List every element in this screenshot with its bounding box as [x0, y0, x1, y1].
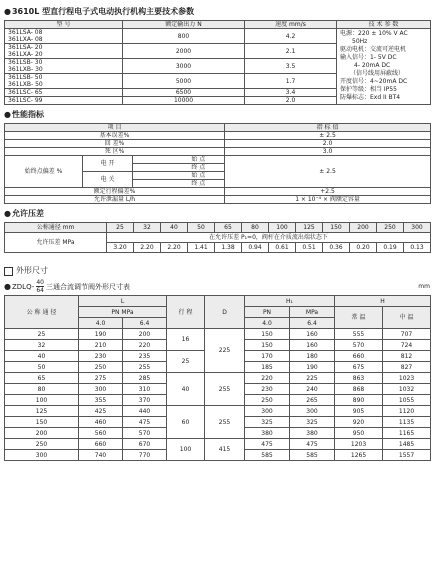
col-header-dn: 公 称 通 径 [5, 296, 79, 329]
unit-label: mm [418, 282, 430, 290]
dp-cell: 0.51 [296, 243, 323, 253]
table-row [5, 140, 431, 148]
dn-cell: 100 [269, 223, 296, 233]
force-cell: 6500 [123, 89, 245, 97]
h1-40-cell: 475 [245, 439, 290, 450]
tech-params-cell: 电源：220 ± 10% V AC 50Hz 驱动电机：交流可逆电机 输入信号：1- 5V DC 4- 20mA DC （信号线用屏蔽线） 开度信号：4~20mA DC 保护等级：相当 IP55 防爆标志：Exd II BT4 [337, 29, 431, 105]
l64-cell: 475 [123, 417, 167, 428]
stroke-cell: 60 [167, 406, 205, 439]
dn-cell: 40 [5, 351, 79, 362]
h-normal-cell: 920 [335, 417, 383, 428]
stroke-cell: 40 [167, 373, 205, 406]
dp-cell: 1.38 [215, 243, 242, 253]
model-cell: 361LSC- 65 [5, 89, 123, 97]
h1-40-cell: 250 [245, 395, 290, 406]
col-header-stroke: 行 程 [167, 296, 205, 329]
dimension-table-caption [4, 279, 430, 294]
dp-cell: 1.41 [188, 243, 215, 253]
dp-cell: 2.20 [134, 243, 161, 253]
stroke-cell: 100 [167, 439, 205, 461]
item-label: 额定行程偏差% [5, 188, 225, 196]
h1-64-cell: 180 [290, 351, 335, 362]
item-value: 1 × 10⁻⁴ × 阀额定容量 [225, 196, 431, 204]
col-header-D: D [205, 296, 245, 329]
h-normal-cell: 950 [335, 428, 383, 439]
model-fraction: $\frac{40}{64}$ [36, 279, 44, 294]
speed-cell: 4.2 [245, 29, 337, 44]
h1-40-cell: 170 [245, 351, 290, 362]
caption-text: 三通合流调节阀外形尺寸表 [45, 282, 130, 291]
dn-cell: 150 [323, 223, 350, 233]
table-row [5, 296, 431, 307]
h1-40-cell: 325 [245, 417, 290, 428]
dp-cell: 0.19 [377, 243, 404, 253]
h1-40-cell: 230 [245, 384, 290, 395]
h1-64-cell: 225 [290, 373, 335, 384]
stroke-cell: 16 [167, 329, 205, 351]
speed-cell: 3.4 [245, 89, 337, 97]
h1-64-cell: 380 [290, 428, 335, 439]
l64-cell: 220 [123, 340, 167, 351]
force-cell: 3000 [123, 59, 245, 74]
h-normal-cell: 570 [335, 340, 383, 351]
section-title-specs [4, 6, 430, 18]
col-header-normal: 常 温 [335, 307, 383, 329]
l40-cell: 230 [79, 351, 123, 362]
h-mid-cell: 812 [383, 351, 431, 362]
h-normal-cell: 1265 [335, 450, 383, 461]
item-label: 允许泄漏量 L/h [5, 196, 225, 204]
row-label: 公称通径 mm [5, 223, 107, 233]
table-row [5, 148, 431, 156]
l64-cell: 255 [123, 362, 167, 373]
group-label: 电 关 [83, 172, 133, 188]
col-header-pn64: 6.4 [123, 318, 167, 329]
model-prefix: ZDLQ- [11, 282, 35, 291]
l64-cell: 770 [123, 450, 167, 461]
col-header-H: H [335, 296, 431, 307]
force-cell: 2000 [123, 44, 245, 59]
l40-cell: 210 [79, 340, 123, 351]
col-header-value: 指 标 值 [225, 124, 431, 132]
note-cell: 在允许压差 P₁=0，阀杆在介质流出端状态下 [107, 233, 431, 243]
l40-cell: 740 [79, 450, 123, 461]
dn-cell: 250 [5, 439, 79, 450]
item-value: +2.5 [225, 188, 431, 196]
model-cell: 361LSA- 08 361LXA- 08 [5, 29, 123, 44]
checkbox-square-icon [4, 267, 13, 276]
sub-label: 终 点 [173, 180, 225, 188]
h1-40-cell: 380 [245, 428, 290, 439]
dp-cell: 3.20 [107, 243, 134, 253]
spec-table [4, 20, 431, 105]
col-header-speed: 速度 mm/s [245, 21, 337, 29]
h1-40-cell: 300 [245, 406, 290, 417]
h1-64-cell: 265 [290, 395, 335, 406]
section-title-pressure [4, 208, 430, 220]
col-header-H1: H₁ [245, 296, 335, 307]
h1-64-cell: 475 [290, 439, 335, 450]
document-page [4, 4, 430, 461]
stroke-cell: 25 [167, 351, 205, 373]
h-normal-cell: 555 [335, 329, 383, 340]
sub-label: 始 点 [173, 156, 225, 164]
table-row [5, 132, 431, 140]
h-mid-cell: 1023 [383, 373, 431, 384]
model-cell: 361LSC- 99 [5, 97, 123, 105]
dn-cell: 25 [107, 223, 134, 233]
d-cell: 255 [205, 406, 245, 439]
col-header-pn64: 6.4 [290, 318, 335, 329]
h-mid-cell: 1055 [383, 395, 431, 406]
performance-table [4, 123, 431, 204]
col-header-L: L [79, 296, 167, 307]
force-cell: 10000 [123, 97, 245, 105]
model-cell: 361LSA- 20 361LXA- 20 [5, 44, 123, 59]
h1-64-cell: 160 [290, 340, 335, 351]
h1-40-cell: 185 [245, 362, 290, 373]
d-cell: 255 [205, 373, 245, 406]
dn-cell: 25 [5, 329, 79, 340]
h1-64-cell: 325 [290, 417, 335, 428]
table-row [5, 233, 431, 243]
item-label: 基本误差% [5, 132, 225, 140]
sub-label: 始 点 [173, 172, 225, 180]
l64-cell: 285 [123, 373, 167, 384]
h1-40-cell: 150 [245, 340, 290, 351]
dn-cell: 250 [377, 223, 404, 233]
pressure-table [4, 222, 431, 253]
col-header-specs: 技 术 参 数 [337, 21, 431, 29]
col-header-pn-right: MPa [290, 307, 335, 318]
col-header-force: 额定输出力 N [123, 21, 245, 29]
h-mid-cell: 827 [383, 362, 431, 373]
l64-cell: 310 [123, 384, 167, 395]
section-title-text: 3610L 型直行程电子式电动执行机构主要技术参数 [11, 7, 195, 16]
dp-cell: 0.20 [350, 243, 377, 253]
speed-cell: 2.0 [245, 97, 337, 105]
table-row [5, 156, 431, 164]
speed-cell: 1.7 [245, 74, 337, 89]
h1-40-cell: 585 [245, 450, 290, 461]
section-title-dimensions [4, 265, 430, 277]
dn-cell: 50 [5, 362, 79, 373]
l40-cell: 560 [79, 428, 123, 439]
group-label: 电 开 [83, 156, 133, 172]
section-title-text: 性能指标 [11, 110, 44, 119]
col-header-item: 项 目 [5, 124, 225, 132]
section-title-text: 外形尺寸 [16, 266, 48, 275]
h-normal-cell: 1203 [335, 439, 383, 450]
col-header-pn40: 4.0 [79, 318, 123, 329]
table-row [5, 196, 431, 204]
h-mid-cell: 707 [383, 329, 431, 340]
l64-cell: 370 [123, 395, 167, 406]
dp-cell: 2.20 [161, 243, 188, 253]
col-header-pn40: 4.0 [245, 318, 290, 329]
item-label: 死 区% [5, 148, 225, 156]
l40-cell: 190 [79, 329, 123, 340]
force-cell: 5000 [123, 74, 245, 89]
speed-cell: 2.1 [245, 44, 337, 59]
h-mid-cell: 1032 [383, 384, 431, 395]
dp-cell: 0.61 [269, 243, 296, 253]
dn-cell: 65 [215, 223, 242, 233]
section-title-text: 允许压差 [11, 209, 44, 218]
dn-cell: 65 [5, 373, 79, 384]
table-row [5, 373, 431, 384]
dn-cell: 100 [5, 395, 79, 406]
col-header-pn: PN MPa [79, 307, 167, 318]
col-header-model: 型 号 [5, 21, 123, 29]
dn-cell: 80 [5, 384, 79, 395]
h-mid-cell: 1120 [383, 406, 431, 417]
dn-cell: 125 [5, 406, 79, 417]
l64-cell: 235 [123, 351, 167, 362]
table-row [5, 406, 431, 417]
h1-64-cell: 160 [290, 329, 335, 340]
h-mid-cell: 1165 [383, 428, 431, 439]
l64-cell: 570 [123, 428, 167, 439]
l40-cell: 425 [79, 406, 123, 417]
h1-64-cell: 585 [290, 450, 335, 461]
l40-cell: 460 [79, 417, 123, 428]
dn-cell: 150 [5, 417, 79, 428]
table-row [5, 329, 431, 340]
dn-cell: 32 [134, 223, 161, 233]
sub-label: 终 点 [173, 164, 225, 172]
bullet-icon: ● [4, 281, 11, 291]
dn-cell: 300 [404, 223, 431, 233]
h1-64-cell: 190 [290, 362, 335, 373]
model-cell: 361LSB- 50 361LXB- 50 [5, 74, 123, 89]
d-cell: 415 [205, 439, 245, 461]
h1-64-cell: 300 [290, 406, 335, 417]
l40-cell: 250 [79, 362, 123, 373]
dn-cell: 200 [5, 428, 79, 439]
h-mid-cell: 1557 [383, 450, 431, 461]
dn-cell: 50 [188, 223, 215, 233]
h1-64-cell: 240 [290, 384, 335, 395]
dn-cell: 80 [242, 223, 269, 233]
row-label: 允许压差 MPa [5, 233, 107, 253]
h-normal-cell: 660 [335, 351, 383, 362]
dn-cell: 32 [5, 340, 79, 351]
col-header-pn-left: PN [245, 307, 290, 318]
l40-cell: 300 [79, 384, 123, 395]
h-normal-cell: 905 [335, 406, 383, 417]
speed-cell: 3.5 [245, 59, 337, 74]
l40-cell: 660 [79, 439, 123, 450]
force-cell: 800 [123, 29, 245, 44]
h-normal-cell: 890 [335, 395, 383, 406]
table-row [5, 188, 431, 196]
item-value: ± 2.5 [225, 132, 431, 140]
bullet-icon: ● [4, 110, 11, 119]
h1-40-cell: 150 [245, 329, 290, 340]
item-label: 始终点偏差 % [5, 156, 83, 188]
section-title-performance [4, 109, 430, 121]
h-mid-cell: 724 [383, 340, 431, 351]
item-value: 3.0 [225, 148, 431, 156]
dn-cell: 200 [350, 223, 377, 233]
h1-40-cell: 220 [245, 373, 290, 384]
bullet-icon: ● [4, 7, 11, 16]
dn-cell: 40 [161, 223, 188, 233]
l64-cell: 440 [123, 406, 167, 417]
dimension-table [4, 295, 431, 461]
table-row [5, 29, 431, 44]
dp-cell: 0.94 [242, 243, 269, 253]
dn-cell: 300 [5, 450, 79, 461]
h-normal-cell: 863 [335, 373, 383, 384]
col-header-mid: 中 温 [383, 307, 431, 329]
table-row [5, 439, 431, 450]
table-row [5, 223, 431, 233]
item-label: 回 差% [5, 140, 225, 148]
dp-cell: 0.13 [404, 243, 431, 253]
l40-cell: 275 [79, 373, 123, 384]
h-normal-cell: 675 [335, 362, 383, 373]
h-mid-cell: 1485 [383, 439, 431, 450]
h-mid-cell: 1135 [383, 417, 431, 428]
dn-cell: 125 [296, 223, 323, 233]
item-value: 2.0 [225, 140, 431, 148]
bullet-icon: ● [4, 209, 11, 218]
model-cell: 361LSB- 30 361LXB- 30 [5, 59, 123, 74]
l40-cell: 355 [79, 395, 123, 406]
item-value: ± 2.5 [225, 156, 431, 188]
l64-cell: 200 [123, 329, 167, 340]
l64-cell: 670 [123, 439, 167, 450]
d-cell: 225 [205, 329, 245, 373]
dp-cell: 0.36 [323, 243, 350, 253]
h-normal-cell: 868 [335, 384, 383, 395]
